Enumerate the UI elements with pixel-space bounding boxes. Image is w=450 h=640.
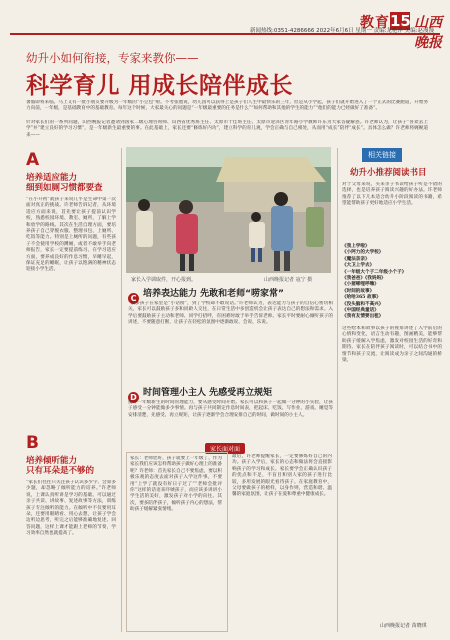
book-item: 《魔法亲亲》 <box>342 256 370 262</box>
book-item: 《我上学啦》 <box>342 244 370 249</box>
book-item: 《时间的故事》 <box>342 288 375 294</box>
book-item: 《一年级大个子二年级小个子》 <box>342 269 407 275</box>
book-item: 《中国经典童话》 <box>342 308 379 314</box>
section-d-letter: D <box>128 392 139 403</box>
section-a-text: “在小升初”就孩子来说几乎是生命中第一次面对真正的挑战。许老师告诉记者，从环境适应方面来说，首先要让孩子提前认识学校，熟悉校园环境、教室、厕所，了解上学和放学的路线。其次在生活自理方面，要培养孩子自己穿脱衣服、整理书包、上厕所、吃饭等能力。特别是上厕所的问题，有些孩子不会使用学校的蹲厕，或者不敢举手向老师报告，家长一定要提前练习。在学习适应方面，要养成良好的作息习惯，早睡早起，保证充足的睡眠，让孩子以饱满的精神状态迎接小学生活。 <box>26 197 116 273</box>
lead-paragraph: 暑假即将来临，马上又有一批小朋友要升级为一年级的“小豆包”啦。不考张他说，幼儿园可以获得上是孩子们人生中最快乐的三年，但是从小学起，孩子们就开始进入了一个正式的比赛跑道，开始努力向前，一年级，是基础教育中的基础教育。每年这个时候，大家最关心的问题是“一年级最重要的任务是什么”“如何帮助和其他的学生的能力”“他们的能力已经做好了准备”。 <box>26 100 428 112</box>
sidebar-byline: 山西晚报记者 苗晓琪 <box>380 623 427 629</box>
book-item: 《我有友情要出租》 <box>342 314 384 320</box>
book-item: 《小猪唏哩呼噜》 <box>342 282 379 288</box>
book-item: 《没头脑和不高兴》 <box>342 301 384 307</box>
parent-talk-text: 家长：老师您好，孩子就要上一年级了，作为家长我们应该怎样帮助孩子做好心理上的准备呢？许老师：首先家长自己不要焦虑，要以积极乐观的态度去面对孩子入学这件事。不要用“上学了就没有好日子过了”“老师会批评你”这样的话语来吓唬孩子，而应该多讲讲小学生活的美好，激发孩子对小学的向往。其次，要多陪伴孩子，倾听孩子内心的想法，帮助孩子缓解紧张情绪。 <box>130 456 222 513</box>
photo-credit: 山西晚报记者 寇宁 摄 <box>264 277 313 283</box>
parent-talk-label: 家长面对面 <box>205 443 245 454</box>
section-d-text: 提升一年级新生的时间管理能力，要从感受时间开始。家长可以和孩子一起做一分钟的小实验，让孩子感受一分钟能做多少事情。再与孩子共同制定作息时间表，把起床、吃饭、写作业、游戏、睡觉等安排清楚，先感受、再立规矩，让孩子逐渐学会合理安排自己的时间，做时间的小主人。 <box>128 400 333 418</box>
section-b-title: 培养倾听能力 只有耳朵是不够的 <box>26 456 95 476</box>
book-item: 《哈哈365 故事》 <box>342 295 381 301</box>
closing-text: 最后，许老师提醒家长，一定要修炼好自己的内功。孩子入学后，家长的心态和做法将会直接影响孩子的学习和成长。家长要学会正确认识孩子的优点和不足，不盲目和别人家的孩子进行比较，多用发展的眼光看待孩子。在家庭教育中，父母要做孩子的榜样，以身作则，营造和谐、温馨的家庭氛围，让孩子在爱和尊重中健康成长。 <box>232 454 332 498</box>
masthead: 山西晚报 <box>414 15 442 51</box>
article-kicker: 幼升小如何衔接，专家来教你—— <box>26 51 199 65</box>
article-headline: 科学育儿 用成长陪伴成长 <box>26 73 294 99</box>
photo-illustration <box>126 147 331 273</box>
section-a-letter: A <box>26 150 40 170</box>
section-d-title: 时间管理小主人 先感受再立规矩 <box>143 388 273 398</box>
section-c-title: 培养表达能力 先敢和老师“唠家常” <box>143 289 284 299</box>
book-item: 《我爸爸》《我妈妈》 <box>342 276 386 282</box>
photo-caption: 家长入学调取件，开心报到。 <box>131 277 197 283</box>
section-a-title: 培养适应能力 细到如厕习惯都要查 <box>26 173 103 193</box>
sidebar-divider <box>337 148 338 632</box>
section-c-letter: C <box>128 293 139 304</box>
section-b-letter: B <box>26 433 39 453</box>
editor-line: 新闻热线:0351-4286666 2022年6月6日 星期一 责编:龙艳萍 美编:赵漫漫 <box>250 28 435 34</box>
school-entrance-photo <box>126 147 331 273</box>
sidebar-title: 幼升小推荐阅读书目 <box>350 168 427 178</box>
sidebar-book-notes: 这些绘本和故事以孩子的视角讲述了入学前后的心情和变化，语言生动有趣，图画精美，能够帮助孩子缓解入学焦虑，激发对校园生活的好奇和期待。家长在陪伴孩子阅读时，可以结合书中的情节和孩子交流，让阅读成为亲子之间沟通的桥梁。 <box>342 326 442 364</box>
column-divider <box>121 148 122 632</box>
book-list <box>342 244 442 321</box>
section-name: 教育 <box>360 15 390 31</box>
lead-paragraph-2: 针对家长们的一系列问题，山西晚报记者邀请到国家二级心理咨询师、山西省优秀班主任、太原市十佳班主任、太原市迎泽区青年路小学教师许东为大家答疑解惑。许老师认为，让孩子“喜欢去上学”并“建立良好的学习习惯”，是一年级新生最重要的事。在此基础上，家长还要“修炼好内功”，建立科学的育儿观，学会正确与自己相处，从而用“成长”陪伴“成长”。具体怎么做？许老师将娓娓道来—— <box>26 120 428 138</box>
book-item: 《小阿力的大学校》 <box>342 250 384 256</box>
section-b-text: “家长们往往只关注孩子认识多少字、会算多少题，却忽略了倾听能力的培养。”许老师说，上课认真听讲是学习的基础。可以通过亲子共读、讲故事、复述故事等方法，训练孩子专注倾听的能力。在倾听中不仅要用耳朵，还要用眼睛看、用心去想，让孩子学会边听边思考，听完之后能够准确地复述、回答问题，这样上课才能跟上老师的节奏，学习效率自然也就提高了。 <box>26 480 116 537</box>
sidebar-intro: 对于父母来说，买来亲子书读给孩子听是不错的选择，也是培养孩子阅读兴趣的好办法。许老师推荐了以下几本适合幼升小阶段阅读的书籍，希望能帮助孩子更好地适应小学生活。 <box>342 182 442 207</box>
page-number: 15 <box>390 12 411 30</box>
book-item: 《大卫上学去》 <box>342 263 375 269</box>
related-link-tag: 相关链接 <box>362 148 402 162</box>
section-c-text: “很多孩子在家里是“小话痨”，到了学校却不敢说话。”许老师认为，表达能力与孩子的自信心密切相关。家长可以鼓励孩子多和同龄人交往，在日常生活中多创造机会让孩子表达自己的想法和需求。入学后要鼓励孩子主动和老师、同学打招呼，有困难时敢于举手告诉老师。家长平时要耐心倾听孩子的讲述，不要随意打断，让孩子在轻松的氛围中逐渐敢说、会说、乐说。 <box>128 301 333 326</box>
